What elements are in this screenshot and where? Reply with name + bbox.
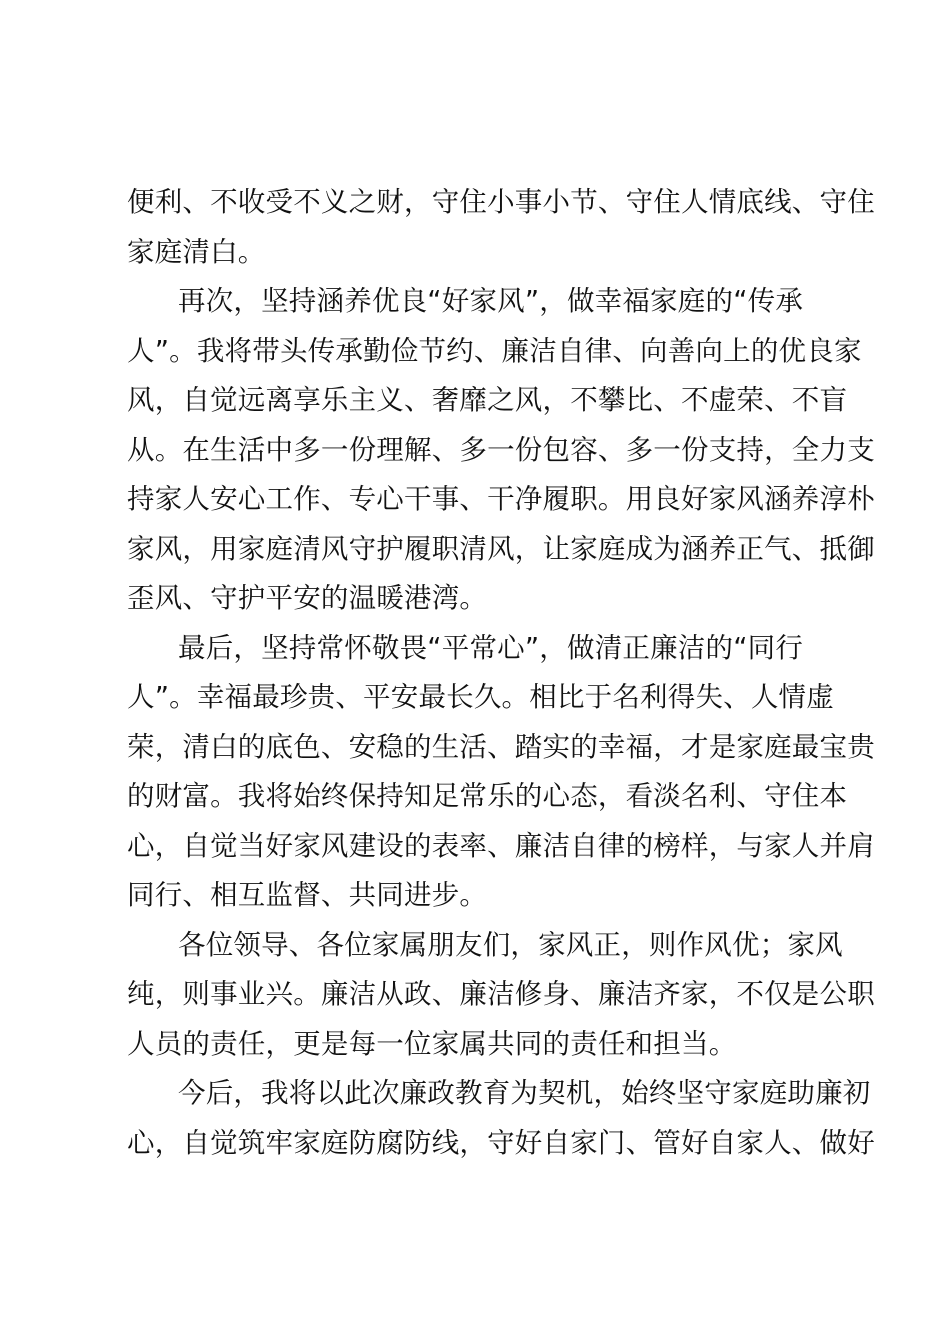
text-line: 荣，清白的底色、安稳的生活、踏实的幸福，才是家庭最宝贵	[127, 730, 875, 763]
text-line: 心，自觉当好家风建设的表率、廉洁自律的榜样，与家人并肩	[127, 829, 875, 862]
text-line: 家风，用家庭清风守护履职清风，让家庭成为涵养正气、抵御	[127, 532, 875, 565]
document-body	[127, 178, 875, 1168]
text-line: 人员的责任，更是每一位家属共同的责任和担当。	[127, 1027, 737, 1060]
text-line: 纯，则事业兴。廉洁从政、廉洁修身、廉洁齐家，不仅是公职	[127, 978, 875, 1010]
paragraph-first-line: 各位领导、各位家属朋友们，家风正，则作风优；家风	[178, 928, 843, 961]
text-line: 人”。幸福最珍贵、平安最长久。相比于名利得失、人情虚	[127, 681, 834, 713]
text-line: 持家人安心工作、专心干事、干净履职。用良好家风涵养淳朴	[127, 483, 875, 515]
paragraph-first-line: 再次，坚持涵养优良“好家风”，做幸福家庭的“传承	[178, 285, 804, 317]
text-line: 便利、不收受不义之财，守住小事小节、守住人情底线、守住	[127, 186, 875, 218]
paragraph-first-line: 今后，我将以此次廉政教育为契机，始终坚守家庭助廉初	[178, 1077, 871, 1109]
text-line: 心，自觉筑牢家庭防腐防线，守好自家门、管好自家人、做好	[127, 1126, 875, 1159]
text-line: 从。在生活中多一份理解、多一份包容、多一份支持，全力支	[127, 433, 875, 466]
text-line: 家庭清白。	[127, 235, 266, 268]
text-line: 风，自觉远离享乐主义、奢靡之风，不攀比、不虚荣、不盲	[127, 384, 848, 416]
text-line: 同行、相互监督、共同进步。	[127, 879, 488, 911]
paragraph-first-line: 最后，坚持常怀敬畏“平常心”，做清正廉洁的“同行	[178, 631, 804, 664]
text-line: 的财富。我将始终保持知足常乐的心态，看淡名利、守住本	[127, 780, 848, 812]
text-line: 人”。我将带头传承勤俭节约、廉洁自律、向善向上的优良家	[127, 334, 862, 367]
text-line: 歪风、守护平安的温暖港湾。	[127, 582, 488, 614]
